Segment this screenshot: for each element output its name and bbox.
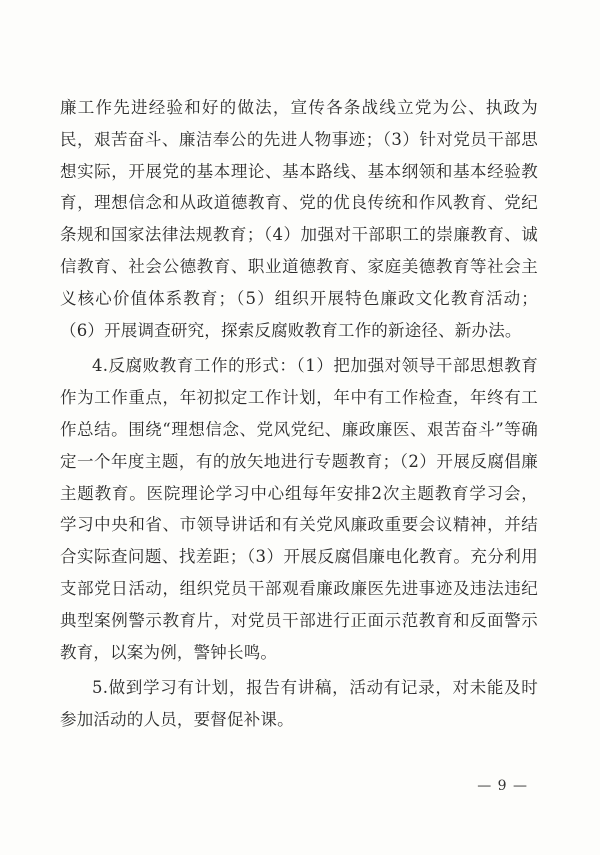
paragraph-continuation: 廉工作先进经验和好的做法，宣传各条战线立党为公、执政为民，艰苦奋斗、廉洁奉公的先进人物事迹；（3）针对党员干部思想实际，开展党的基本理论、基本路线、基本纲领和基本经验教育，理想信念和从政道德教育、党的优良传统和作风教育、党纪条规和国家法律法规教育；（4）加强对干部职工的崇廉教育、诚信教育、社会公德教育、职业道德教育、家庭美德教育等社会主义核心价值体系教育；（5）组织开展特色廉政文化教育活动；（6）开展调查研究，探索反腐败教育工作的新途径、新办法。: [60, 98, 538, 340]
paragraph-study-plan: 5.做到学习有计划，报告有讲稿，活动有记录，对未能及时参加活动的人员，要督促补课。: [60, 678, 538, 730]
paragraph-education-forms: 4.反腐败教育工作的形式：（1）把加强对领导干部思想教育作为工作重点，年初拟定工作计划，年中有工作检查，年终有工作总结。围绕“理想信念、党风党纪、廉政廉医、艰苦奋斗”等确定一个年度主题，有的放矢地进行专题教育；（2）开展反腐倡廉主题教育。医院理论学习中心组每年安排2次主题教育学习会，学习中央和省、市领导讲话和有关党风廉政重要会议精神，并结合实际查问题、找差距；（3）开展反腐倡廉电化教育。充分利用支部党日活动，组织党员干部观看廉政廉医先进事迹及违法违纪典型案例警示教育片，对党员干部进行正面示范教育和反面警示教育，以案为例，警钟长鸣。: [60, 356, 538, 662]
page-number: — 9 —: [477, 778, 528, 794]
document-body: [60, 92, 538, 736]
